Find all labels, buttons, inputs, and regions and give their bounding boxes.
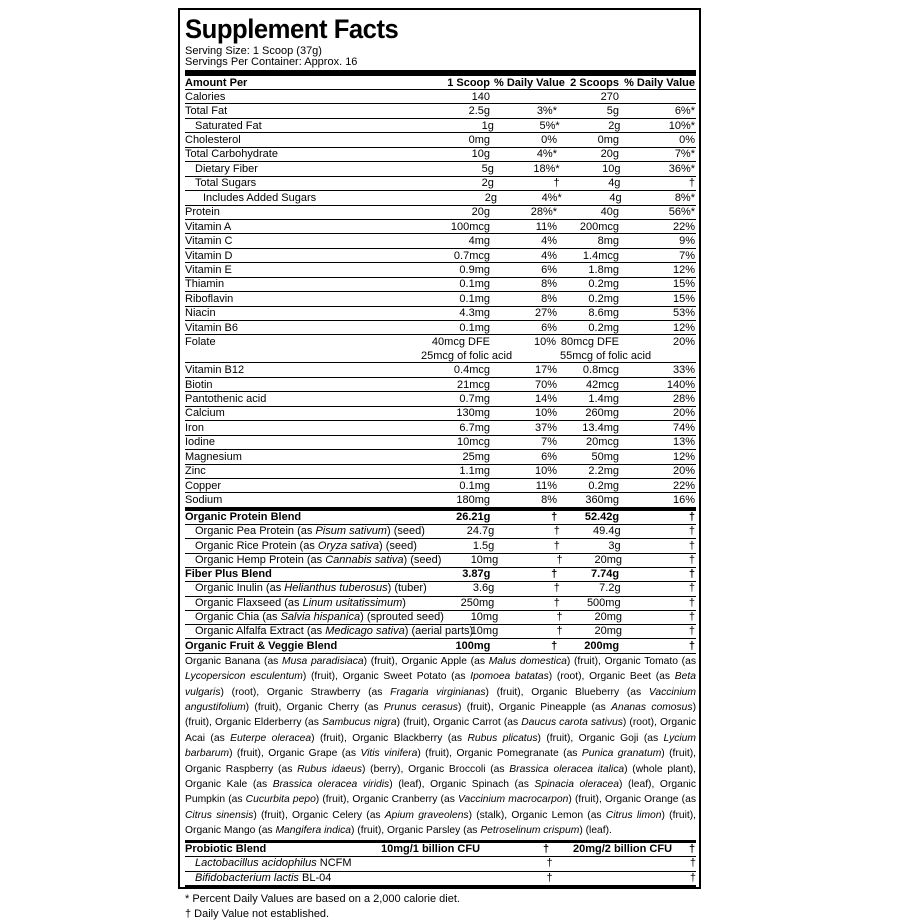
nutrient-name: Total Carbohydrate [185,148,278,161]
table-row [185,321,696,335]
amount-1-scoop: 130mg [456,407,490,420]
nutrient-name: Riboflavin [185,292,234,305]
fruit-veggie-ingredients: Organic Banana (as Musa paradisiaca) (fruit), Organic Apple (as Malus domestica) (fruit), Organic Tomato (as Lycopersicon esculentum) (fruit), Organic Sweet Potato (as Ipomoea batatas) (root), Organic Beet (as Beta vulgaris) (root), Organic Strawberry (as Fragaria virginianas) (fruit), Organic Blueberry (as Vaccinium angustifolium) (fruit), Organic Cherry (as Prunus cerasus) (fruit), Organic Pineapple (as Ananas comosus) (fruit), Organic Elderberry (as Sambucus nigra) (fruit), Organic Carrot (as Daucus carota sativus) (root), Organic Acai (as Euterpe oleracea) (fruit), Organic Blackberry (as Rubus plicatus) (fruit), Organic Goji (as Lycium barbarum) (fruit), Organic Grape (as Vitis vinifera) (fruit), Organic Pomegranate (as Punica granatum) (fruit), Organic Raspberry (as Rubus idaeus) (berry), Organic Broccoli (as Brassica oleracea italica) (whole plant), Organic Kale (as Brassica oleracea viridis) (leaf), Organic Spinach (as Spinacia oleracea) (leaf), Organic Pumpkin (as Cucurbita pepo) (fruit), Organic Cranberry (as Vaccinium macrocarpon) (fruit), Organic Orange (as Citrus sinensis) (fruit), Organic Celery (as Apium graveolens) (stalk), Organic Lemon (as Citrus limon) (fruit), Organic Mango (as Mangifera indica) (fruit), Organic Parsley (as Petroselinum crispum) (leaf). [185,654,696,843]
dv-2-scoops: 8%* [674,191,695,204]
blend-amount-1: 10mg [470,553,499,566]
footnote-dagger: † Daily Value not established. [185,908,330,921]
nutrient-list-2 [185,363,696,507]
dv-2-scoops: 12% [672,450,695,463]
amount-1-scoop: 10g [471,148,490,161]
nutrient-name: Calcium [185,407,225,420]
dv-2-scoops: 15% [672,292,695,305]
table-row [185,450,696,464]
dv-1-scoop: 6% [541,263,557,276]
blend-amount-2: 7.2g [599,582,621,595]
dv-1-scoop: † [553,177,560,190]
latin-name: Salvia hispanica [280,611,361,624]
dv-2-scoops: 20% [672,465,695,478]
latin-name: Fragaria virginianas [390,686,486,698]
dv-1-scoop: 8% [541,292,557,305]
dv-2-scoops: 12% [672,321,695,334]
blend-row [185,625,696,639]
blend-dv-2: † [688,553,695,566]
latin-name: Brassica oleracea italica [509,763,625,775]
table-row [185,493,696,507]
dv-2-scoops: † [688,177,695,190]
blend-amount-1: 26.21g [456,510,491,523]
dv-2-scoops: 53% [672,307,695,320]
amount-2-scoops: 260mg [585,407,619,420]
blend-amount-1: 10mg [470,611,499,624]
table-row [185,465,696,479]
amount-2-scoops: 0mg [597,134,619,147]
amount-2-scoops: 1.8mg [588,263,619,276]
folate-v1: 40mcg DFE [431,336,490,349]
probiotic-a2: 20mg/2 billion CFU [573,842,673,855]
amount-1-scoop: 2g [481,177,494,190]
panel-title: Supplement Facts [185,14,399,44]
amount-1-scoop: 0.7mg [459,393,490,406]
table-row [185,119,696,133]
dv-2-scoops: 20% [672,407,695,420]
blend-name: Organic Protein Blend [185,510,302,523]
nutrient-name: Iodine [185,436,215,449]
blend-amount-1: 3.6g [472,582,495,595]
dv-1-scoop: 6% [541,450,557,463]
amount-1-scoop: 5g [481,162,494,175]
latin-name: Petroselinum crispum [480,825,580,837]
dv-1-scoop: 7% [541,436,557,449]
latin-name: Linum usitatissimum [302,596,403,609]
latin-name: Rubus idaeus [297,763,362,775]
dv-1-scoop: 17% [534,364,557,377]
probiotic-strains [185,857,696,886]
dv-2-scoops: 0% [679,134,695,147]
blend-dv-1: † [553,582,560,595]
nutrient-name: Pantothenic acid [185,393,267,406]
dv-2-scoops: 74% [672,421,695,434]
blend-row [185,611,696,625]
latin-name: Bifidobacterium lactis [195,871,299,884]
dv-1-scoop: 14% [534,393,557,406]
nutrient-name: Biotin [185,378,213,391]
amount-1-scoop: 180mg [456,494,490,507]
blend-amount-2: 20mg [594,553,623,566]
header-dv1: % Daily Value [494,76,565,89]
nutrient-name: Vitamin A [185,220,232,233]
table-row [185,249,696,263]
blend-dv-2: † [688,639,695,652]
amount-1-scoop: 0mg [468,134,490,147]
blend-amount-2: 52.42g [584,510,620,523]
dv-2-scoops: 13% [672,436,695,449]
latin-name: Lactobacillus acidophilus [195,857,317,870]
table-row [185,148,696,162]
divider-medium-2 [185,886,696,889]
amount-2-scoops: 1.4mcg [582,249,619,262]
table-header [185,76,696,90]
probiotic-strain-row [185,857,696,872]
latin-name: Lycopersicon esculentum [185,671,303,683]
amount-1-scoop: 2g [484,191,498,204]
blend-name: Organic Pea Protein (as Pisum sativum) (seed) [195,525,425,538]
latin-name: Vaccinium angustifolium [185,686,696,713]
amount-1-scoop: 20g [471,206,490,219]
dv-1-scoop: 10% [534,407,557,420]
dv-2-scoops: 12% [672,263,695,276]
dv-1-scoop: 0% [541,134,557,147]
serving-size: Serving Size: 1 Scoop (37g) [185,45,322,57]
blend-dv-1: † [553,539,560,552]
dv-2-scoops: 56%* [668,206,695,219]
amount-2-scoops: 270 [600,90,619,103]
nutrient-name: Thiamin [185,278,225,291]
dv-2-scoops: 10%* [668,119,695,132]
nutrient-name: Zinc [185,465,206,478]
folate-v2b: 55mcg of folic acid [560,350,652,363]
latin-name: Citrus sinensis [185,809,254,821]
nutrient-name: Copper [185,479,222,492]
blend-name: Organic Chia (as Salvia hispanica) (sprouted seed) [195,611,444,624]
table-row [185,104,696,118]
latin-name: Daucus carota sativus [521,717,623,729]
dv-1-scoop: 4% [541,235,557,248]
header-amount-per: Amount Per [185,76,248,89]
folate-col1 [399,335,558,363]
header-dv2: % Daily Value [624,76,695,89]
amount-2-scoops: 8.6mg [588,307,619,320]
strain-dv-2: † [689,871,696,884]
blend-dv-2: † [688,510,695,523]
amount-2-scoops: 0.2mg [588,292,619,305]
amount-2-scoops: 8mg [597,235,619,248]
amount-2-scoops: 2.2mg [588,465,619,478]
blend-amount-2: 500mg [586,596,621,609]
blend-amount-2: 200mg [584,639,620,652]
table-row [185,133,696,147]
table-row [185,421,696,435]
amount-2-scoops: 4g [609,191,622,204]
table-row [185,162,696,176]
table-row [185,292,696,306]
blend-dv-2: † [688,568,695,581]
amount-1-scoop: 0.1mg [459,479,490,492]
amount-1-scoop: 0.9mg [459,263,490,276]
amount-1-scoop: 0.7mcg [453,249,490,262]
folate-col2 [558,335,696,363]
blend-row [185,568,696,582]
latin-name: Brassica oleracea viridis [272,779,390,791]
folate-d2: 20% [672,336,695,349]
folate-d1: 10% [533,336,556,349]
dv-1-scoop: 28%* [530,206,557,219]
probiotic-d2: † [689,842,696,855]
amount-2-scoops: 0.2mg [588,321,619,334]
dv-1-scoop: 10% [534,465,557,478]
latin-name: Beta vulgaris [185,671,696,698]
nutrient-name: Vitamin B12 [185,364,245,377]
latin-name: Vaccinium macrocarpon [458,794,569,806]
folate-v2: 80mcg DFE [560,336,619,349]
blend-dv-2: † [688,625,695,638]
dv-2-scoops: 22% [672,479,695,492]
blend-amount-1: 1.5g [472,539,495,552]
blend-row [185,511,696,525]
dv-1-scoop: 70% [534,378,557,391]
amount-1-scoop: 25mg [462,450,490,463]
latin-name: Sambucus nigra [322,717,397,729]
amount-2-scoops: 5g [606,105,619,118]
latin-name: Euterpe oleracea [230,732,312,744]
table-row-probiotic [185,843,696,858]
latin-name: Malus domestica [488,655,567,667]
table-row-folate [185,335,696,363]
dv-1-scoop: 6% [541,321,557,334]
table-row [185,90,696,104]
strain-name: Bifidobacterium lactis BL-04 [195,871,332,884]
blend-amount-1: 10mg [470,625,499,638]
dv-1-scoop: 11% [535,479,557,492]
dv-1-scoop: 4%* [536,148,557,161]
dv-2-scoops: 33% [672,364,695,377]
amount-2-scoops: 0.2mg [588,479,619,492]
dv-1-scoop: 18%* [533,162,560,175]
amount-1-scoop: 0.4mcg [453,364,490,377]
dv-2-scoops: 16% [672,494,695,507]
nutrient-name: Vitamin E [185,263,232,276]
blend-name: Organic Fruit & Veggie Blend [185,639,338,652]
table-row [185,278,696,292]
nutrient-name: Vitamin D [185,249,233,262]
amount-1-scoop: 0.1mg [459,278,490,291]
latin-name: Lycium barbarum [185,732,696,760]
blend-dv-1: † [556,553,563,566]
table-row [185,220,696,234]
table-row [185,436,696,450]
nutrient-name: Vitamin B6 [185,321,238,334]
strain-name: Lactobacillus acidophilus NCFM [195,857,352,870]
dv-1-scoop: 3%* [536,105,557,118]
dv-1-scoop: 8% [541,278,557,291]
table-row [185,407,696,421]
blend-dv-1: † [551,639,558,652]
nutrient-name: Magnesium [185,450,242,463]
nutrient-name: Total Fat [185,105,228,118]
latin-name: Ipomoea batatas [470,671,549,683]
footnote-percent: * Percent Daily Values are based on a 2,000 calorie diet. [185,893,460,906]
latin-name: Cucurbita pepo [245,794,316,806]
nutrient-name: Cholesterol [185,134,241,147]
blend-dv-1: † [551,568,558,581]
nutrient-name: Iron [185,421,204,434]
blend-name: Organic Hemp Protein (as Cannabis sativa) (seed) [195,553,442,566]
amount-1-scoop: 1.1mg [459,465,490,478]
amount-2-scoops: 200mcg [579,220,619,233]
table-row [185,191,696,205]
dv-1-scoop: 8% [541,494,557,507]
probiotic-d1: † [543,842,550,855]
nutrient-name: Saturated Fat [195,119,262,132]
dv-2-scoops: 36%* [668,162,695,175]
latin-name: Medicago sativa [325,625,405,638]
blend-dv-2: † [688,525,695,538]
blend-name: Organic Flaxseed (as Linum usitatissimum) [195,596,406,609]
nutrient-name: Total Sugars [195,177,257,190]
dv-2-scoops: 15% [672,278,695,291]
dv-1-scoop: 27% [534,307,557,320]
nutrient-name: Sodium [185,494,223,507]
servings-per-container: Servings Per Container: Approx. 16 [185,56,358,68]
nutrient-name: Folate [185,336,216,349]
table-row [185,479,696,493]
amount-2-scoops: 20g [600,148,619,161]
amount-2-scoops: 0.8mcg [582,364,619,377]
blend-amount-1: 24.7g [466,525,495,538]
blend-row [185,582,696,596]
nutrient-name: Niacin [185,307,216,320]
blend-row [185,539,696,553]
amount-1-scoop: 4mg [468,235,490,248]
latin-name: Prunus cerasus [383,702,458,713]
blend-dv-2: † [688,611,695,624]
latin-name: Punica granatum [581,748,662,760]
table-row [185,363,696,377]
blend-amount-1: 3.87g [462,568,491,581]
header-col1: 1 Scoop [447,76,490,89]
blend-dv-1: † [553,525,560,538]
dv-1-scoop: 37% [534,421,557,434]
blend-dv-2: † [688,596,695,609]
table-row [185,177,696,191]
amount-2-scoops: 0.2mg [588,278,619,291]
table-row [185,234,696,248]
dv-1-scoop: 5%* [539,119,560,132]
latin-name: Rubus plicatus [467,732,538,744]
nutrient-name: Includes Added Sugars [203,191,317,204]
amount-2-scoops: 10g [602,162,621,175]
blend-row [185,525,696,539]
dv-2-scoops: 7%* [674,148,695,161]
latin-name: Mangifera indica [275,825,351,837]
amount-2-scoops: 50mg [591,450,619,463]
amount-1-scoop: 10mcg [456,436,490,449]
blend-row [185,639,696,653]
dv-2-scoops: 7% [679,249,695,262]
amount-2-scoops: 2g [608,119,621,132]
blend-dv-1: † [553,596,560,609]
blend-amount-1: 250mg [460,596,495,609]
amount-2-scoops: 1.4mg [588,393,619,406]
dv-1-scoop: 11% [535,220,557,233]
dv-2-scoops: 22% [672,220,695,233]
strain-dv-1: † [546,871,553,884]
amount-2-scoops: 20mcg [585,436,619,449]
blend-row [185,597,696,611]
latin-name: Apium graveolens [384,809,469,821]
blend-row [185,554,696,568]
amount-1-scoop: 0.1mg [459,292,490,305]
nutrient-name: Dietary Fiber [195,162,258,175]
blend-dv-2: † [688,539,695,552]
latin-name: Cannabis sativa [325,553,404,566]
amount-2-scoops: 13.4mg [582,421,619,434]
blend-name: Fiber Plus Blend [185,568,272,581]
dv-1-scoop: 4%* [541,191,562,204]
supplement-facts-panel [178,8,701,921]
blend-dv-1: † [551,510,558,523]
blend-name: Organic Inulin (as Helianthus tuberosus) (tuber) [195,582,427,595]
latin-name: Ananas comosus [611,702,693,713]
probiotic-strain-row [185,872,696,887]
amount-2-scoops: 40g [600,206,619,219]
dv-2-scoops: 28% [672,393,695,406]
amount-1-scoop: 4.3mg [459,307,490,320]
amount-2-scoops: 4g [608,177,621,190]
blend-amount-2: 7.74g [591,568,620,581]
strain-dv-2: † [689,857,696,870]
blend-dv-1: † [556,611,563,624]
blend-dv-2: † [688,582,695,595]
table-row [185,392,696,406]
latin-name: Vitis vinifera [360,748,418,760]
folate-v1b: 25mcg of folic acid [421,350,513,363]
latin-name: Citrus limon [605,809,662,821]
probiotic-a1: 10mg/1 billion CFU [381,842,481,855]
amount-1-scoop: 1g [481,119,494,132]
blend-amount-2: 20mg [594,625,623,638]
amount-1-scoop: 0.1mg [459,321,490,334]
amount-1-scoop: 140 [471,90,490,103]
blend-dv-1: † [556,625,563,638]
latin-name: Musa paradisiaca [282,655,364,667]
nutrient-name: Calories [185,90,226,103]
amount-1-scoop: 6.7mg [459,421,490,434]
dv-2-scoops: 9% [679,235,695,248]
blend-amount-1: 100mg [455,639,491,652]
amount-1-scoop: 100mcg [450,220,490,233]
blend-name: Organic Alfalfa Extract (as Medicago sativa) (aerial parts) [195,625,474,638]
table-row [185,307,696,321]
dv-2-scoops: 6%* [674,105,695,118]
latin-name: Helianthus tuberosus [284,582,388,595]
table-row [185,206,696,220]
nutrient-name: Protein [185,206,220,219]
amount-1-scoop: 21mcg [456,378,490,391]
header-col2: 2 Scoops [570,76,619,89]
blend-amount-2: 49.4g [593,525,621,538]
amount-1-scoop: 2.5g [468,105,490,118]
blend-amount-2: 20mg [594,611,623,624]
nutrient-list [185,90,696,335]
strain-dv-1: † [546,857,553,870]
probiotic-name: Probiotic Blend [185,842,267,855]
amount-2-scoops: 42mcg [585,378,619,391]
latin-name: Pisum sativum [315,525,387,538]
dv-1-scoop: 4% [541,249,557,262]
latin-name: Spinacia oleracea [534,779,620,791]
dv-2-scoops: 140% [666,378,695,391]
nutrient-name: Vitamin C [185,235,233,248]
blend-amount-2: 3g [608,539,621,552]
amount-2-scoops: 360mg [585,494,619,507]
blend-list [185,511,696,654]
blend-name: Organic Rice Protein (as Oryza sativa) (seed) [195,539,417,552]
table-row [185,263,696,277]
latin-name: Oryza sativa [317,539,380,552]
footnotes [185,892,696,922]
table-row [185,378,696,392]
